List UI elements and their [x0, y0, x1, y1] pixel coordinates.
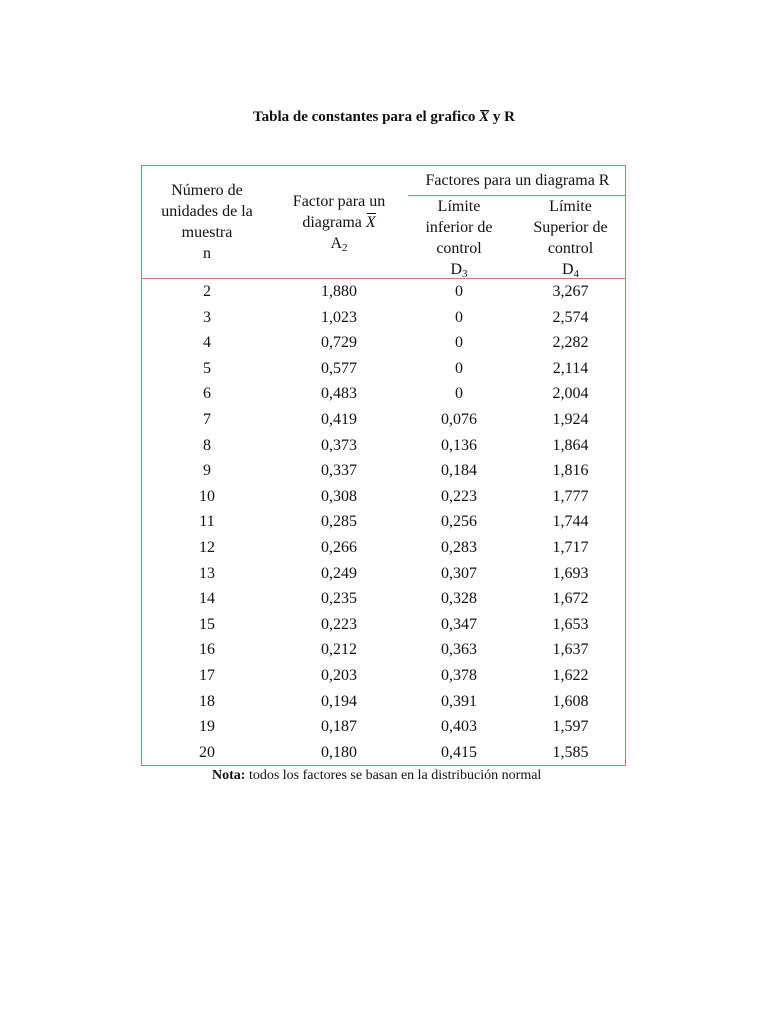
header-sample-size [142, 180, 272, 264]
cell-d3: 0,136 [441, 436, 477, 454]
table-row [142, 740, 625, 766]
cell-a2: 0,223 [321, 615, 357, 633]
cell-d4: 1,744 [552, 513, 589, 531]
table-row [142, 356, 625, 382]
cell-n: 9 [203, 462, 211, 480]
cell-d3: 0,283 [441, 538, 477, 556]
header-d4-symbol: $D_4$ [561, 261, 580, 280]
cell-a2: 0,285 [321, 513, 357, 531]
header-d3-factor [408, 196, 510, 280]
cell-n: 8 [203, 436, 211, 454]
header-n-line: muestra [181, 224, 233, 241]
table-row [142, 433, 625, 459]
cell-n: 12 [199, 538, 215, 556]
cell-d4: 1,653 [552, 615, 589, 633]
cell-d3: 0 [455, 359, 463, 377]
cell-n: 10 [199, 487, 215, 505]
header-n-line: unidades de la [161, 203, 253, 220]
constants-table [141, 165, 626, 766]
cell-a2: 0,308 [321, 487, 357, 505]
cell-n: 6 [203, 385, 211, 403]
cell-d4: 1,608 [552, 692, 589, 710]
cell-a2: 0,337 [321, 462, 357, 480]
cell-n: 7 [203, 410, 211, 428]
cell-a2: 0,249 [321, 564, 357, 582]
cell-n: 17 [199, 666, 215, 684]
cell-d3: 0,378 [441, 666, 477, 684]
cell-d3: 0 [455, 334, 463, 352]
cell-d3: 0 [455, 308, 463, 326]
table-row [142, 407, 625, 433]
header-n-line: Número de [171, 182, 243, 199]
cell-d4: 3,267 [552, 283, 589, 300]
cell-n: 14 [199, 590, 215, 608]
cell-n: 13 [199, 564, 215, 582]
cell-d4: 2,282 [552, 334, 589, 352]
cell-d4: 1,622 [552, 666, 589, 684]
cell-a2: 0,203 [321, 666, 357, 684]
header-a2-text: diagrama [302, 214, 362, 231]
cell-n: 19 [199, 718, 215, 736]
table-row [142, 381, 625, 407]
cell-d3: 0,076 [441, 410, 477, 428]
cell-d4: 2,114 [552, 359, 589, 377]
header-d4-line: control [547, 240, 594, 257]
header-n-symbol: n [203, 245, 211, 262]
table-row [142, 714, 625, 740]
cell-d3: 0,328 [441, 590, 477, 608]
table-row [142, 484, 625, 510]
title-prefix: Tabla de constantes para el grafico [253, 109, 476, 125]
header-a2-xbar-symbol: X [365, 214, 376, 231]
cell-a2: 0,194 [321, 692, 357, 710]
title-suffix: y R [492, 109, 515, 125]
note-text: todos los factores se basan en la distribución normal [248, 768, 542, 783]
cell-d4: 2,004 [552, 385, 589, 403]
cell-n: 20 [199, 743, 215, 761]
table-note [212, 768, 541, 784]
cell-a2: 1,880 [321, 283, 357, 300]
table-row [142, 663, 625, 689]
cell-d4: 1,597 [552, 718, 589, 736]
cell-d4: 1,672 [552, 590, 589, 608]
cell-n: 2 [203, 283, 211, 300]
header-d4-line: Superior de [533, 219, 608, 236]
table-row [142, 689, 625, 715]
header-d4-factor [514, 196, 627, 280]
cell-a2: 0,373 [321, 436, 357, 454]
header-d3-line: inferior de [425, 219, 493, 236]
cell-n: 18 [199, 692, 215, 710]
cell-d3: 0,403 [441, 718, 477, 736]
cell-d4: 1,637 [552, 641, 589, 659]
cell-d3: 0,256 [441, 513, 477, 531]
cell-d4: 1,693 [552, 564, 589, 582]
cell-n: 15 [199, 615, 215, 633]
cell-d4: 2,574 [552, 308, 589, 326]
cell-n: 11 [199, 513, 215, 531]
cell-n: 3 [203, 308, 211, 326]
page-title [0, 109, 768, 126]
header-a2-line: Factor para un [292, 193, 386, 210]
cell-d4: 1,864 [552, 436, 589, 454]
cell-d4: 1,717 [552, 538, 589, 556]
table-row [142, 535, 625, 561]
cell-a2: 0,483 [321, 385, 357, 403]
header-r-factors-group: Factores para un diagrama R [425, 172, 610, 189]
table-row [142, 586, 625, 612]
cell-a2: 0,212 [321, 641, 357, 659]
table-body [142, 279, 625, 765]
header-d3-line: control [436, 240, 482, 257]
title-xbar-symbol: X [479, 109, 490, 125]
table-row [142, 509, 625, 535]
cell-d3: 0,363 [441, 641, 477, 659]
table-row [142, 330, 625, 356]
cell-d3: 0,223 [441, 487, 477, 505]
cell-a2: 0,729 [321, 334, 357, 352]
header-d4-line: Límite [549, 198, 592, 215]
header-d3-line: Límite [437, 198, 481, 215]
cell-d4: 1,816 [552, 462, 589, 480]
cell-d4: 1,777 [552, 487, 589, 505]
cell-d3: 0 [455, 283, 463, 300]
header-d3-symbol: $D_3$ [450, 261, 468, 280]
cell-d3: 0,307 [441, 564, 477, 582]
table-row [142, 637, 625, 663]
cell-a2: 0,187 [321, 718, 357, 736]
cell-d3: 0,347 [441, 615, 477, 633]
cell-d3: 0 [455, 385, 463, 403]
cell-d3: 0,391 [441, 692, 477, 710]
cell-a2: 0,266 [321, 538, 357, 556]
header-a2-factor [272, 191, 406, 254]
cell-d3: 0,184 [441, 462, 477, 480]
cell-n: 5 [203, 359, 211, 377]
cell-d3: 0,415 [441, 743, 477, 761]
note-label: Nota: [212, 768, 246, 783]
table-row [142, 561, 625, 587]
cell-a2: 0,180 [321, 743, 357, 761]
table-row [142, 279, 625, 305]
cell-d4: 1,585 [552, 743, 589, 761]
table-row [142, 458, 625, 484]
table-row [142, 305, 625, 331]
cell-a2: 0,419 [321, 410, 357, 428]
cell-d4: 1,924 [552, 410, 589, 428]
cell-a2: 0,577 [321, 359, 357, 377]
cell-a2: 1,023 [321, 308, 357, 326]
header-a2-symbol: $A_2$ [330, 235, 348, 254]
cell-n: 16 [199, 641, 215, 659]
cell-a2: 0,235 [321, 590, 357, 608]
header-a2-line [272, 212, 406, 233]
table-row [142, 612, 625, 638]
cell-n: 4 [203, 334, 211, 352]
